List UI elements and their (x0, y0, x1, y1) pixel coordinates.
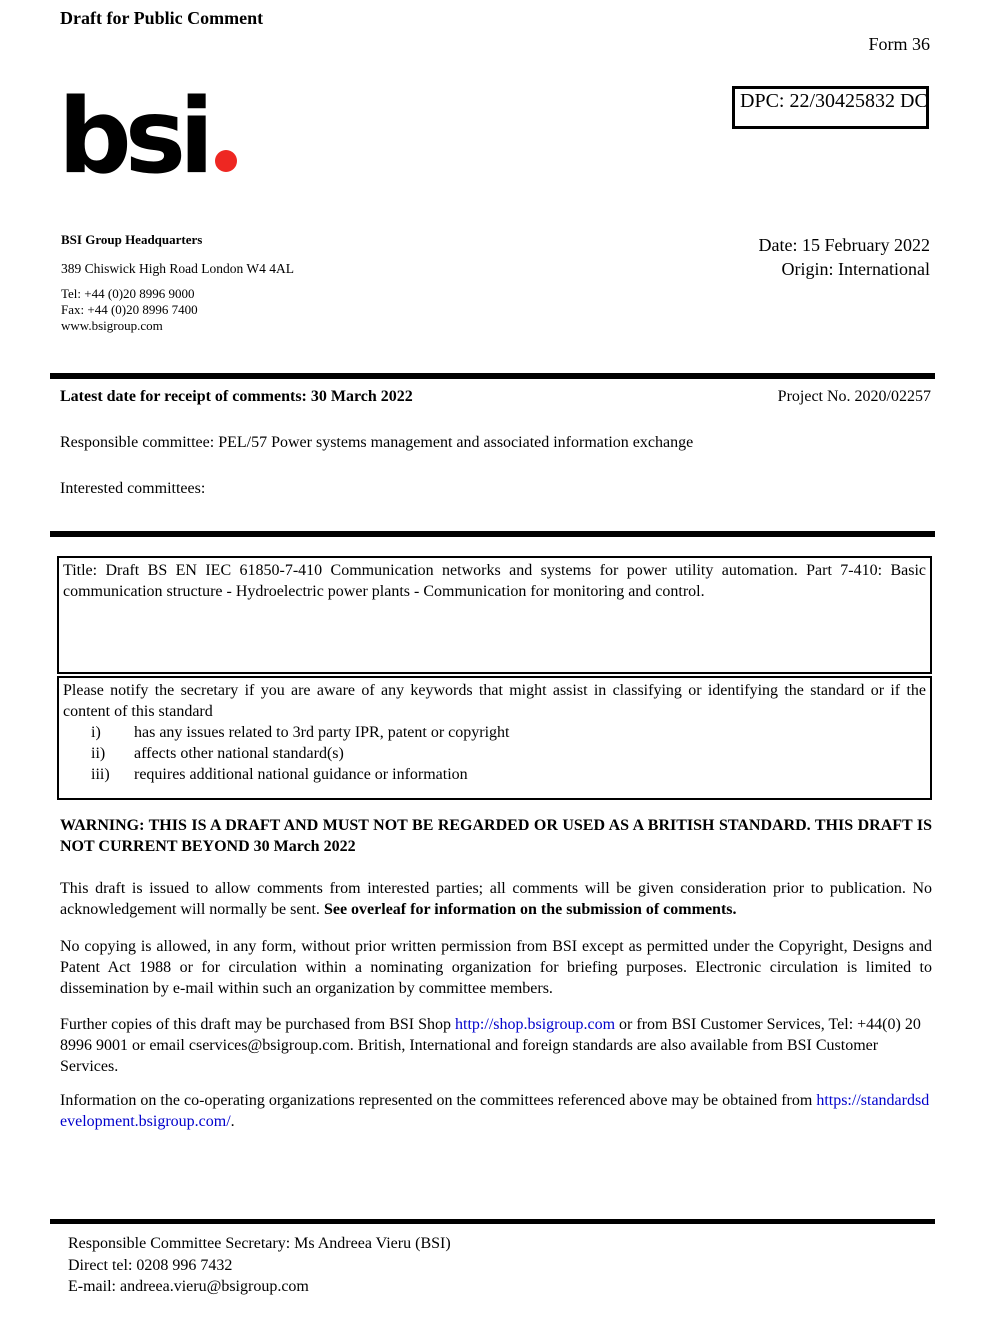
hq-street: 389 Chiswick High Road London W4 4AL (61, 261, 294, 276)
further-copies-text-pre: Further copies of this draft may be purchased from BSI Shop (60, 1016, 456, 1033)
bsi-logo-text: bsi (58, 77, 208, 197)
see-overleaf-text: See overleaf for information on the submission of comments. (323, 901, 737, 918)
horizontal-rule-top (50, 373, 935, 379)
comments-deadline-row (60, 388, 931, 406)
footer-contact-block (68, 1233, 451, 1298)
horizontal-rule-middle (50, 531, 935, 537)
further-copies-text-post: or from BSI Customer Services, Tel: +44(0) 20 8996 9001 or email cservices@bsigroup.com. British, International and foreign standards are also available from BSI Customer Services. (60, 1016, 921, 1075)
standard-title-text: Title: Draft BS EN IEC 61850-7-410 Communication networks and systems for power utility automation. Part 7-410: Basic communication structure - Hydroelectric power plants - Communication for monitoring and control. (63, 562, 926, 600)
hq-name: BSI Group Headquarters (61, 232, 203, 247)
keywords-intro-text: Please notify the secretary if you are aware of any keywords that might assist in classifying or identifying the standard or if the content of this standard (63, 682, 926, 720)
further-copies-paragraph (60, 1014, 932, 1077)
list-item-numeral: iii) (91, 766, 110, 783)
hq-tel: Tel: +44 (0)20 8996 9000 (61, 286, 195, 301)
hq-website: www.bsigroup.com (61, 318, 163, 333)
list-item (63, 743, 926, 764)
bsi-shop-link[interactable]: http://shop.bsigroup.com (455, 1016, 616, 1033)
warning-paragraph: WARNING: THIS IS A DRAFT AND MUST NOT BE REGARDED OR USED AS A BRITISH STANDARD. THIS DRAFT IS NOT CURRENT BEYOND 30 March 2022 (60, 817, 932, 855)
cooperating-orgs-text-post: . (230, 1113, 235, 1130)
direct-tel-line: Direct tel: 0208 996 7432 (68, 1256, 233, 1274)
responsible-committee-line: Responsible committee: PEL/57 Power systems management and associated information exchange (60, 434, 694, 451)
bsi-logo-dot-icon (215, 150, 237, 172)
standards-development-link[interactable]: https://standardsdevelopment.bsigroup.com/ (60, 1092, 930, 1130)
list-item (63, 764, 926, 785)
no-copying-paragraph: No copying is allowed, in any form, without prior written permission from BSI except as permitted under the Copyright, Designs and Patent Act 1988 or for circulation within a nominating organization for briefing purposes. Electronic circulation is limited to dissemination by e-mail within such an organization by committee members. (60, 938, 932, 997)
bsi-logo (58, 77, 237, 197)
draft-for-public-comment-label: Draft for Public Comment (60, 8, 264, 28)
latest-date-label: Latest date for receipt of comments: 30 March 2022 (60, 388, 413, 405)
date-origin-block (759, 233, 930, 281)
hq-fax: Fax: +44 (0)20 8996 7400 (61, 302, 198, 317)
draft-issued-text: This draft is issued to allow comments from interested parties; all comments will be given consideration prior to publication. No acknowledgement will normally be sent. (60, 880, 932, 918)
keywords-notify-box (57, 676, 932, 800)
list-item-text: has any issues related to 3rd party IPR, patent or copyright (134, 724, 510, 741)
dpc-number-value: DPC: 22/30425832 DC (740, 90, 928, 112)
cooperating-orgs-paragraph (60, 1090, 932, 1132)
project-number-label: Project No. 2020/02257 (777, 388, 931, 405)
list-item (63, 722, 926, 743)
list-item-numeral: ii) (91, 745, 106, 762)
draft-issued-paragraph (60, 878, 932, 920)
list-item-text: requires additional national guidance or information (134, 766, 468, 783)
list-item-numeral: i) (91, 724, 101, 741)
form-number-label: Form 36 (868, 34, 930, 54)
email-line: E-mail: andreea.vieru@bsigroup.com (68, 1278, 309, 1295)
date-label: Date: 15 February 2022 (758, 235, 930, 255)
interested-committees-line: Interested committees: (60, 480, 206, 497)
list-item-text: affects other national standard(s) (134, 745, 344, 762)
committee-secretary-line: Responsible Committee Secretary: Ms Andreea Vieru (BSI) (68, 1235, 451, 1252)
title-box (57, 556, 932, 674)
origin-label: Origin: International (781, 259, 930, 279)
cooperating-orgs-text-pre: Information on the co-operating organizations represented on the committees referenced above may be obtained from (60, 1092, 817, 1109)
dpc-number-box (732, 86, 929, 129)
address-block (61, 232, 294, 334)
horizontal-rule-bottom (50, 1219, 935, 1224)
